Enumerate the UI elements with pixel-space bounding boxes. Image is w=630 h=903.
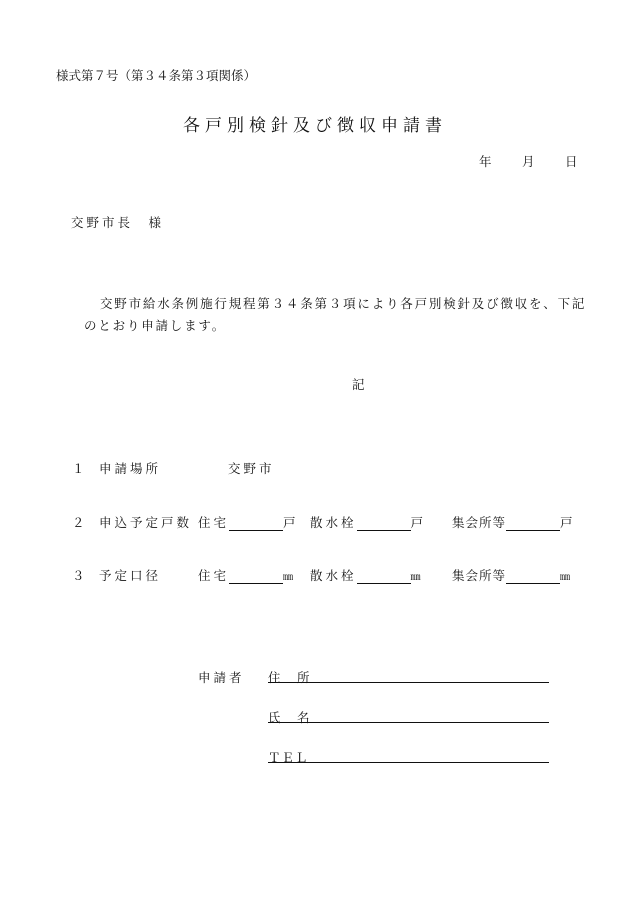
body-line-1: 交野市給水条例施行規程第３４条第３項により各戸別検針及び徴収を、下記 xyxy=(100,296,587,311)
item-3-field-3 xyxy=(452,566,570,584)
date-month: 月 xyxy=(522,154,535,169)
item-2-field-3 xyxy=(452,513,574,531)
ki-label: 記 xyxy=(352,377,365,392)
item-3-field-2-blank[interactable] xyxy=(357,569,411,584)
item-1-number: １ xyxy=(72,461,85,476)
item-2-field-2-label: 散水栓 xyxy=(310,515,357,530)
addressee: 交野市長 様 xyxy=(71,215,165,230)
applicant-tel-label: ＴＥＬ xyxy=(268,750,309,765)
item-2-field-3-label: 集会所等 xyxy=(452,515,507,530)
item-2-field-2 xyxy=(310,513,426,531)
item-2-field-1-label: 住宅 xyxy=(198,515,230,530)
item-3-field-2 xyxy=(310,566,421,584)
item-2-field-2-blank[interactable] xyxy=(357,516,411,531)
item-2-field-2-unit: 戸 xyxy=(410,515,427,530)
item-3-number: ３ xyxy=(72,568,85,583)
item-1-label: 申請場所 xyxy=(99,461,162,476)
item-3-field-3-blank[interactable] xyxy=(506,569,560,584)
item-3-field-1-unit: ㎜ xyxy=(283,572,294,583)
item-2-number: ２ xyxy=(72,515,85,530)
applicant-name-row[interactable] xyxy=(268,708,549,723)
item-2-field-1-blank[interactable] xyxy=(229,516,283,531)
item-3-field-2-unit: ㎜ xyxy=(410,572,421,583)
item-3-field-2-label: 散水栓 xyxy=(310,568,357,583)
item-2-field-3-unit: 戸 xyxy=(560,515,574,530)
date-year: 年 xyxy=(479,154,492,169)
applicant-name-label: 氏 名 xyxy=(268,710,312,725)
item-3-field-3-label: 集会所等 xyxy=(452,568,507,583)
form-label: 様式第７号（第３４条第３項関係） xyxy=(56,68,257,83)
page-title: 各戸別検針及び徴収申請書 xyxy=(183,116,447,136)
item-3-field-1-blank[interactable] xyxy=(229,569,283,584)
item-3-field-1 xyxy=(198,566,293,584)
item-3-field-1-label: 住宅 xyxy=(198,568,230,583)
item-1-value: 交野市 xyxy=(228,461,275,476)
item-3-field-3-unit: ㎜ xyxy=(560,572,571,583)
applicant-label: 申請者 xyxy=(198,670,245,685)
item-2-label: 申込予定戸数 xyxy=(99,515,193,530)
item-2-field-3-blank[interactable] xyxy=(506,516,560,531)
body-line-2: のとおり申請します。 xyxy=(84,318,227,333)
item-2-field-1 xyxy=(198,513,299,531)
item-3-label: 予定口径 xyxy=(99,568,162,583)
item-2-field-1-unit: 戸 xyxy=(283,515,299,530)
date-day: 日 xyxy=(565,154,578,169)
applicant-address-row[interactable] xyxy=(268,668,549,683)
applicant-tel-row[interactable] xyxy=(268,748,549,763)
applicant-address-label: 住 所 xyxy=(268,670,312,685)
